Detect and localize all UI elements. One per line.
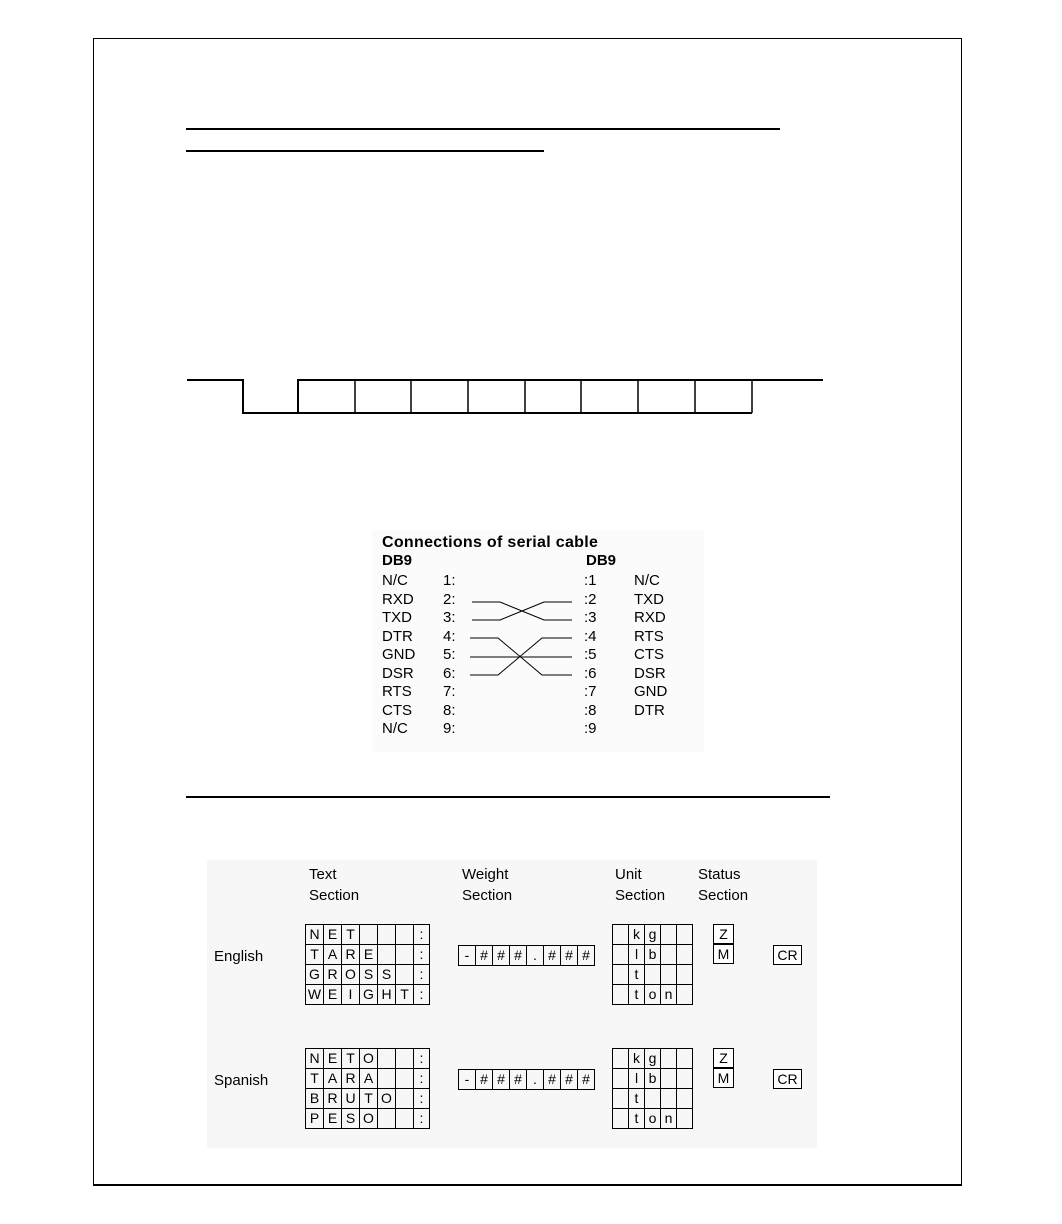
right-pin-number: :5	[584, 646, 597, 663]
status-cell: M	[713, 1068, 734, 1088]
grid-cell: T	[360, 1089, 378, 1109]
heading-rule-1	[186, 128, 780, 130]
header-line: Section	[309, 887, 360, 904]
grid-cell: T	[342, 925, 360, 945]
grid-cell: g	[645, 925, 661, 945]
text-section-header	[309, 864, 359, 906]
serial-frame-diagram	[180, 370, 830, 420]
weight-section-header	[462, 864, 512, 906]
grid-cell: :	[414, 1089, 430, 1109]
cable-wiring	[372, 530, 704, 752]
header-line: Weight	[462, 866, 509, 883]
grid-cell: :	[414, 985, 430, 1005]
grid-cell: A	[360, 1069, 378, 1089]
status-cell: M	[713, 944, 734, 964]
left-connector-header: DB9	[382, 552, 413, 569]
language-label: English	[214, 948, 264, 965]
grid-cell: n	[661, 1109, 677, 1129]
grid-cell	[613, 1109, 629, 1129]
grid-cell: E	[324, 925, 342, 945]
grid-row	[613, 1049, 693, 1069]
section-rule	[186, 796, 830, 798]
right-connector-header: DB9	[586, 552, 617, 569]
grid-cell: E	[360, 945, 378, 965]
text-section-grid	[305, 924, 430, 1005]
grid-cell: l	[629, 1069, 645, 1089]
language-label: Spanish	[214, 1072, 269, 1089]
grid-cell	[645, 1089, 661, 1109]
grid-cell	[613, 1069, 629, 1089]
grid-cell	[661, 1049, 677, 1069]
left-pin-signal: DTR	[382, 627, 413, 645]
grid-cell	[613, 945, 629, 965]
right-pin-signal: RTS	[634, 627, 664, 645]
grid-cell	[378, 925, 396, 945]
grid-row	[613, 945, 693, 965]
left-pin-signal: RTS	[382, 683, 412, 700]
grid-cell: n	[661, 985, 677, 1005]
grid-cell: t	[629, 1089, 645, 1109]
left-pin-number: 3:	[443, 609, 456, 626]
grid-cell: o	[645, 1109, 661, 1129]
grid-row	[613, 1089, 693, 1109]
grid-cell: P	[306, 1109, 324, 1129]
grid-cell	[613, 925, 629, 945]
grid-cell	[396, 945, 414, 965]
right-pin-signal: RXD	[634, 609, 666, 626]
grid-cell: k	[629, 925, 645, 945]
left-pin-number: 6:	[443, 664, 456, 682]
left-pin-signal: N/C	[382, 720, 408, 737]
left-pin-signal: CTS	[382, 701, 412, 719]
grid-cell: t	[629, 1109, 645, 1129]
right-pin-number: :4	[584, 627, 597, 645]
weight-section-grid	[458, 945, 595, 966]
grid-row	[306, 1109, 430, 1129]
grid-cell	[396, 965, 414, 985]
grid-cell: E	[324, 985, 342, 1005]
grid-cell: G	[306, 965, 324, 985]
left-pin-number: 7:	[443, 683, 456, 700]
grid-cell: :	[414, 1049, 430, 1069]
grid-cell: T	[396, 985, 414, 1005]
header-line: Section	[462, 887, 513, 904]
grid-cell	[378, 1069, 396, 1089]
header-line: Section	[698, 887, 749, 904]
right-pin-number: :7	[584, 683, 597, 700]
grid-cell: k	[629, 1049, 645, 1069]
grid-cell: :	[414, 945, 430, 965]
grid-cell: #	[510, 946, 527, 966]
grid-cell	[677, 1109, 693, 1129]
grid-cell: O	[360, 1049, 378, 1069]
grid-cell: R	[324, 1089, 342, 1109]
grid-cell: T	[342, 1049, 360, 1069]
left-pin-number: 1:	[443, 572, 456, 589]
grid-cell	[677, 965, 693, 985]
grid-cell: :	[414, 1109, 430, 1129]
right-pin-signal: N/C	[634, 572, 660, 589]
left-pin-number: 9:	[443, 720, 456, 737]
grid-cell: U	[342, 1089, 360, 1109]
grid-cell	[378, 1109, 396, 1129]
grid-cell	[661, 925, 677, 945]
grid-row	[306, 925, 430, 945]
header-line: Status	[698, 866, 741, 883]
grid-row	[613, 965, 693, 985]
left-pin-signal: TXD	[382, 609, 412, 626]
grid-cell	[677, 1049, 693, 1069]
grid-cell: E	[324, 1109, 342, 1129]
grid-row	[306, 985, 430, 1005]
grid-row	[613, 925, 693, 945]
grid-cell: S	[360, 965, 378, 985]
grid-row	[306, 945, 430, 965]
data-format-panel	[207, 860, 817, 1148]
grid-cell	[396, 1109, 414, 1129]
right-pin-number: :8	[584, 701, 597, 719]
grid-cell	[378, 945, 396, 965]
grid-cell	[677, 1069, 693, 1089]
carriage-return-cell: CR	[773, 1069, 802, 1089]
grid-row	[306, 965, 430, 985]
grid-cell: R	[342, 1069, 360, 1089]
header-line: Section	[615, 887, 666, 904]
grid-row	[306, 1069, 430, 1089]
grid-cell	[677, 945, 693, 965]
grid-cell: .	[527, 1070, 544, 1090]
grid-cell: #	[578, 1070, 595, 1090]
right-pin-number: :1	[584, 572, 597, 589]
grid-cell	[661, 1069, 677, 1089]
grid-cell: :	[414, 1069, 430, 1089]
header-line: Text	[309, 866, 337, 883]
grid-cell	[396, 1049, 414, 1069]
grid-cell: b	[645, 945, 661, 965]
grid-cell	[661, 945, 677, 965]
grid-cell: N	[306, 925, 324, 945]
grid-cell: #	[476, 946, 493, 966]
grid-cell: B	[306, 1089, 324, 1109]
unit-section-grid	[612, 1048, 693, 1129]
wire-3-2	[472, 602, 572, 620]
grid-cell	[396, 1089, 414, 1109]
grid-cell: #	[561, 1070, 578, 1090]
weight-section-grid	[458, 1069, 595, 1090]
grid-cell: .	[527, 946, 544, 966]
signal-waveform	[187, 380, 823, 413]
left-pin-number: 2:	[443, 590, 456, 608]
left-pin-signal: N/C	[382, 572, 408, 589]
text-section-grid	[305, 1048, 430, 1129]
right-pin-signal: TXD	[634, 590, 664, 608]
grid-cell: O	[342, 965, 360, 985]
grid-cell: :	[414, 965, 430, 985]
grid-cell: R	[324, 965, 342, 985]
serial-cable-diagram	[372, 530, 704, 752]
right-pin-signal: CTS	[634, 646, 664, 663]
grid-cell: O	[378, 1089, 396, 1109]
grid-cell: #	[493, 1070, 510, 1090]
grid-row	[459, 946, 595, 966]
grid-cell: G	[360, 985, 378, 1005]
grid-cell	[613, 1049, 629, 1069]
right-pin-signal: DTR	[634, 701, 665, 719]
header-line: Unit	[615, 866, 642, 883]
status-section-header	[698, 864, 748, 906]
carriage-return-cell: CR	[773, 945, 802, 965]
grid-cell: H	[378, 985, 396, 1005]
grid-cell: N	[306, 1049, 324, 1069]
grid-cell: :	[414, 925, 430, 945]
grid-cell	[378, 1049, 396, 1069]
right-pin-signal: GND	[634, 683, 668, 700]
left-pin-signal: GND	[382, 646, 416, 663]
grid-cell: #	[476, 1070, 493, 1090]
grid-cell	[396, 925, 414, 945]
grid-cell: A	[324, 945, 342, 965]
grid-cell: S	[378, 965, 396, 985]
grid-cell: O	[360, 1109, 378, 1129]
unit-section-grid	[612, 924, 693, 1005]
grid-cell: T	[306, 1069, 324, 1089]
grid-cell	[396, 1069, 414, 1089]
status-cell: Z	[713, 1048, 734, 1068]
right-pin-signal: DSR	[634, 664, 666, 682]
left-pin-number: 5:	[443, 646, 456, 663]
grid-cell	[677, 985, 693, 1005]
right-pin-number: :3	[584, 609, 597, 626]
grid-cell	[677, 925, 693, 945]
grid-cell	[613, 1089, 629, 1109]
grid-cell	[613, 965, 629, 985]
grid-cell: o	[645, 985, 661, 1005]
grid-cell	[360, 925, 378, 945]
grid-row	[306, 1049, 430, 1069]
grid-cell	[613, 985, 629, 1005]
grid-cell: W	[306, 985, 324, 1005]
grid-cell: #	[544, 1070, 561, 1090]
grid-row	[613, 985, 693, 1005]
grid-cell: g	[645, 1049, 661, 1069]
grid-cell: #	[493, 946, 510, 966]
left-pin-signal: RXD	[382, 590, 414, 608]
right-pin-number: :9	[584, 720, 597, 737]
grid-cell: #	[561, 946, 578, 966]
right-pin-number: :6	[584, 664, 597, 682]
grid-cell: S	[342, 1109, 360, 1129]
grid-cell: #	[544, 946, 561, 966]
grid-cell: E	[324, 1049, 342, 1069]
grid-cell	[661, 965, 677, 985]
heading-rule-2	[186, 150, 544, 152]
grid-cell: A	[324, 1069, 342, 1089]
grid-cell	[645, 965, 661, 985]
grid-cell: T	[306, 945, 324, 965]
cable-title: Connections of serial cable	[382, 534, 599, 551]
grid-cell: I	[342, 985, 360, 1005]
grid-cell: b	[645, 1069, 661, 1089]
grid-cell: -	[459, 1070, 476, 1090]
grid-cell: R	[342, 945, 360, 965]
unit-section-header	[615, 864, 665, 906]
right-pin-number: :2	[584, 590, 597, 608]
grid-cell: l	[629, 945, 645, 965]
grid-cell: #	[510, 1070, 527, 1090]
grid-cell	[661, 1089, 677, 1109]
grid-cell: -	[459, 946, 476, 966]
grid-cell: t	[629, 985, 645, 1005]
left-pin-number: 4:	[443, 627, 456, 645]
left-pin-number: 8:	[443, 701, 456, 719]
grid-cell	[677, 1089, 693, 1109]
grid-cell: #	[578, 946, 595, 966]
grid-row	[613, 1109, 693, 1129]
grid-row	[613, 1069, 693, 1089]
grid-cell: t	[629, 965, 645, 985]
grid-row	[306, 1089, 430, 1109]
status-cell: Z	[713, 924, 734, 944]
grid-row	[459, 1070, 595, 1090]
left-pin-signal: DSR	[382, 664, 414, 682]
